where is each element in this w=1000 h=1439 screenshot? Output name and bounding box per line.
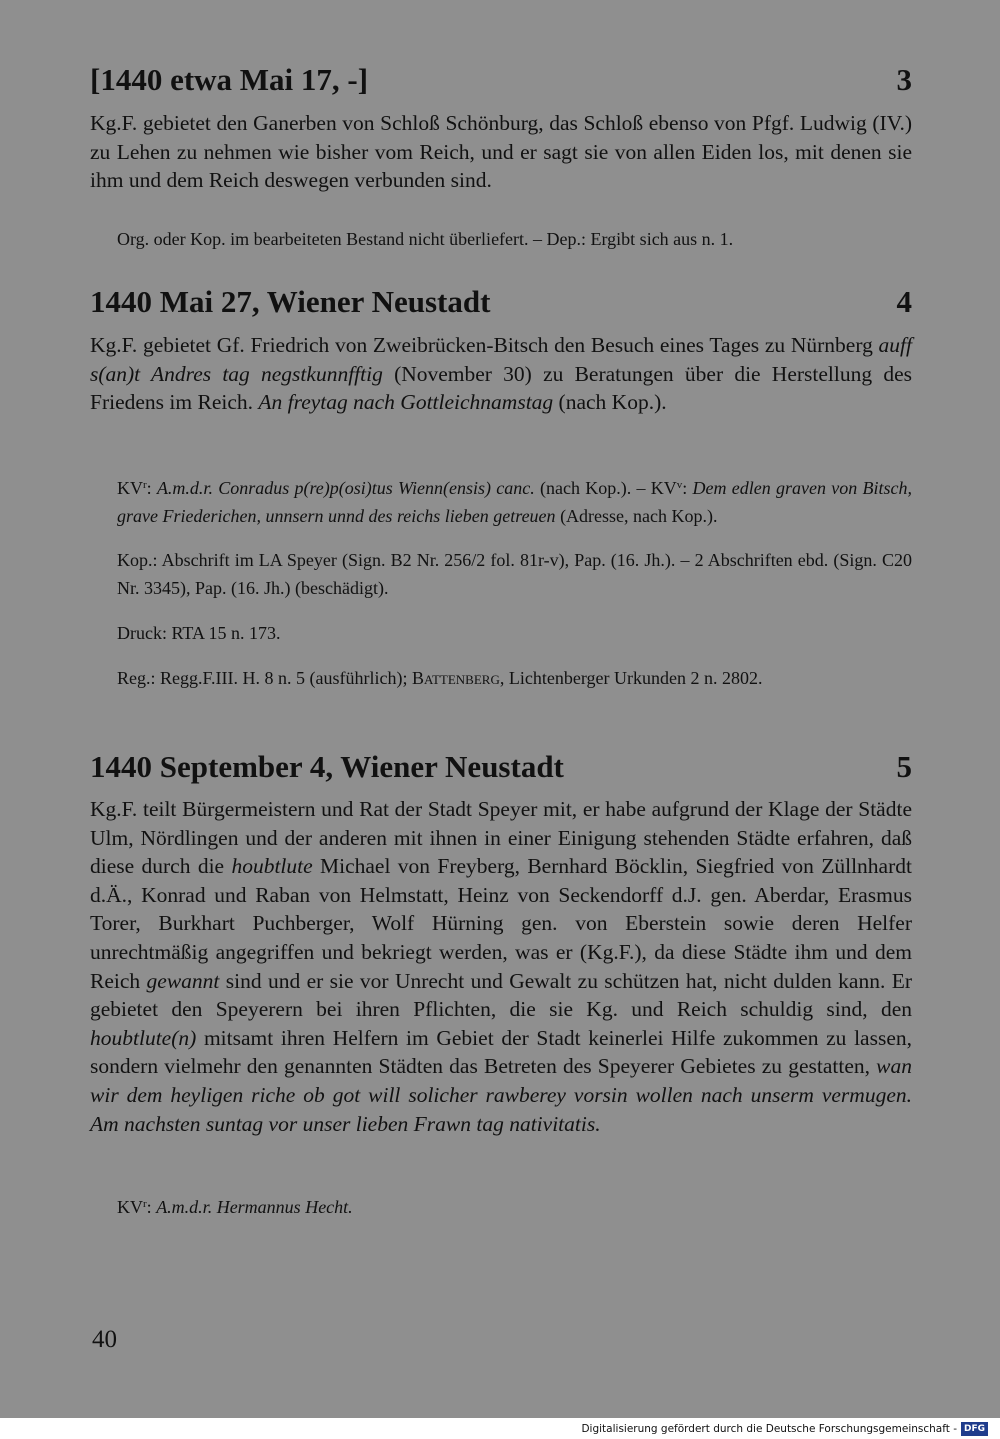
entry-notes [90,474,912,692]
entry-regest: Kg.F. gebietet den Ganerben von Schloß Schönburg, das Schloß ebenso von Pfgf. Ludwig (IV.) zu Lehen zu nehmen wie bisher vom Reich, und er sagt sie von allen Eiden los, mit denen sie ihm und dem Reich deswegen verbunden sind. [90,111,912,193]
kv-label: KV [117,478,143,498]
tradition-note: Org. oder Kop. im bearbeiteten Bestand nicht überliefert. – Dep.: Ergibt sich aus n. 1. [117,229,734,249]
entry-note [90,225,912,253]
regest-quote: gewannt [146,968,220,993]
kv-sep: : [146,478,157,498]
reg-text: , Lichtenberger Urkunden 2 n. 2802. [499,668,763,688]
kv-quote: A.m.d.r. Conradus p(re)p(osi)tus Wienn(ensis) canc. [156,478,535,498]
kv-text: (Adresse, nach Kop.). [555,506,718,526]
kv-quote: A.m.d.r. Hermannus Hecht. [156,1197,353,1217]
regest-text: (November 30) zu Beratungen über die Herstellung des Friedens im Reich. [90,361,912,415]
regest-text: Kg.F. teilt Bürgermeistern und Rat der Stadt Speyer mit, er habe aufgrund der Klage der Städte Ulm, Nördlingen und der anderen mit ihnen in einer Einigung stehenden Städte erfahren, daß diese durch die [90,797,912,879]
regest-quote: houbtlute [231,854,313,879]
kv-sep: : [146,1197,157,1217]
page-number: 40 [92,1326,117,1353]
kv-label: KV [117,1197,143,1217]
footer-text: Digitalisierung gefördert durch die Deutsche Forschungsgemeinschaft - [581,1423,957,1435]
register-note [90,664,912,692]
footer-credit [581,1421,988,1437]
entry-notes [90,1193,912,1221]
reg-text: Reg.: Regg.F.III. H. 8 n. 5 (ausführlich); [117,668,413,688]
entry-number: 3 [896,62,912,97]
copy-note: Kop.: Abschrift im LA Speyer (Sign. B2 Nr. 256/2 fol. 81r-v), Pap. (16. Jh.). – 2 Abschriften ebd. (Sign. C20 Nr. 3345), Pap. (16. Jh.) (beschädigt). [117,550,912,598]
regest-quote: wan wir dem heyligen riche ob got will solicher rawberey vorsin wollen nach unserm vermugen. Am nachsten suntag vor unser lieben Frawn tag nativitatis. [90,1054,912,1136]
entry-number: 5 [896,749,912,784]
regest-quote: An freytag nach Gottleichnamstag [258,390,554,415]
entry-heading [90,62,912,98]
regest-text: Michael von Freyberg, Bernhard Böcklin, Siegfried von Züllnhardt d.Ä., Konrad und Raban von Helmstatt, Heinz von Seckendorff d.J. gen. Aberdar, Erasmus Torer, Burkhart Puchberger, Wolf Hürning gen. von Eberstein sowie deren Helfer unrechtmäßig angegriffen und bekriegt werden, was er (Kg.F.), da diese Städte ihm und dem Reich [90,854,912,993]
entry-regest [90,331,912,417]
entry-heading [90,749,912,785]
entry-regest [90,795,912,1138]
reg-author: Battenberg [412,668,500,688]
regest-text: (nach Kop.). [553,390,667,415]
kanzleivermerk-note [90,1193,912,1221]
print-note: Druck: RTA 15 n. 173. [117,623,281,643]
entry-date-place: 1440 Mai 27, Wiener Neustadt [90,284,491,319]
kanzleivermerk-note [90,474,912,530]
kv-sup: r [143,479,147,491]
regest-quote: auff s(an)t Andres tag negstkunnfftig [90,333,912,386]
kv-sup: r [143,1198,147,1210]
entry-number: 4 [896,284,912,319]
kv-sep: : [682,478,693,498]
dfg-logo-icon: DFG [961,1422,988,1436]
regest-quote: houbtlute(n) [90,1025,197,1050]
kv-quote: Dem edlen graven von Bitsch, grave Friederichen, unnsern unnd des reichs lieben getreuen [117,478,912,526]
entry-date-place: 1440 September 4, Wiener Neustadt [90,749,564,784]
kv-sup: v [676,479,683,491]
kv-label: (nach Kop.). – KV [534,478,677,498]
regest-text: Kg.F. gebietet Gf. Friedrich von Zweibrücken-Bitsch den Besuch eines Tages zu Nürnberg [90,333,879,357]
entry-heading [90,284,912,320]
regest-text: sind und er sie vor Unrecht und Gewalt zu schützen hat, nicht dulden kann. Er gebietet den Speyerern bei ihren Pflichten, die sie Kg. und Reich schuldig sind, den [90,968,912,1022]
regest-text: mitsamt ihren Helfern im Gebiet der Stadt keinerlei Hilfe zukommen zu lassen, sondern vielmehr den genannten Städten das Betreten des Speyerer Gebietes zu gestatten, [90,1025,912,1079]
entry-date-place: [1440 etwa Mai 17, -] [90,62,369,97]
